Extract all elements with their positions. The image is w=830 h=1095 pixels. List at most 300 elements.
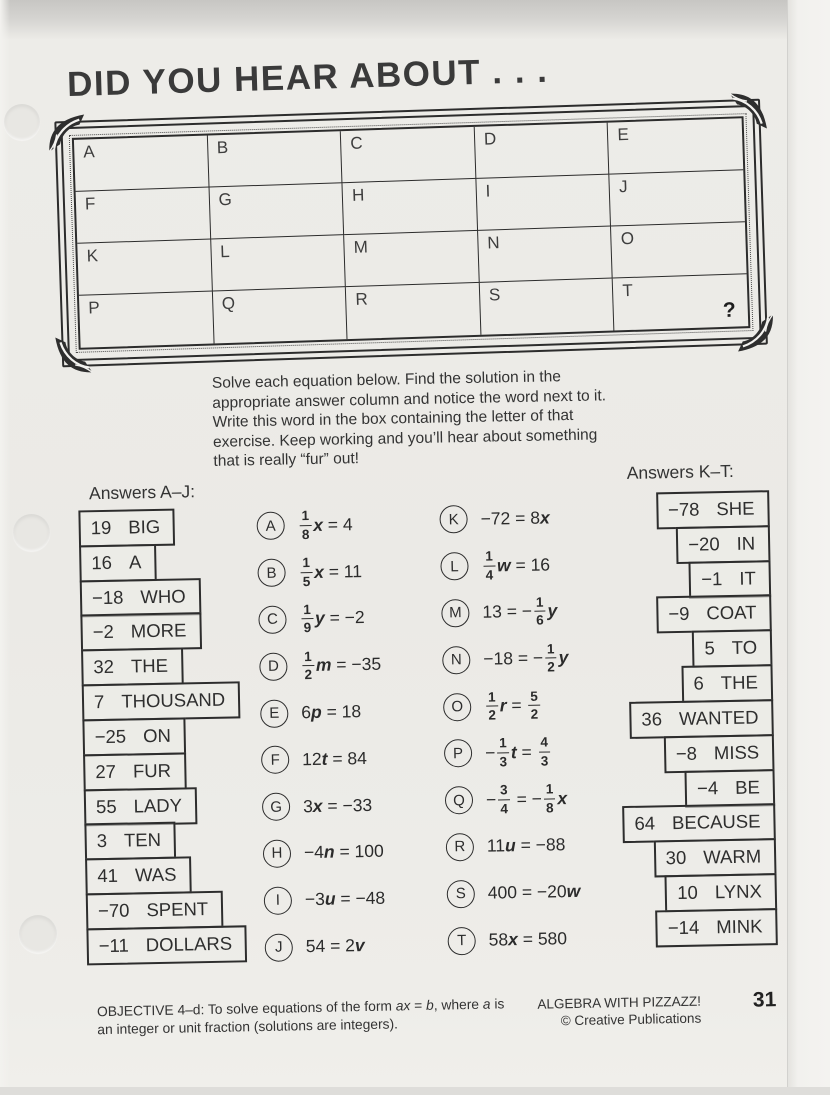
objective-math-term: a: [482, 996, 491, 1012]
fraction-numerator: 1: [499, 735, 507, 751]
answer-value: 41: [97, 864, 119, 887]
grid-cell-letter: J: [618, 177, 628, 197]
equation-text: 58: [488, 929, 509, 950]
equation-variable: u: [504, 835, 516, 856]
equation-letter-badge: A: [256, 512, 285, 541]
equation-row-T: [447, 915, 581, 964]
equation-text: = −35: [331, 653, 382, 675]
equation-variable: v: [354, 935, 365, 956]
equation-letter-badge: J: [265, 933, 294, 962]
answer-box: [665, 873, 777, 912]
grid-cell-A: [74, 136, 209, 192]
equation-expression: [486, 782, 568, 816]
equation-expression: [302, 748, 367, 770]
equation-expression: [306, 935, 365, 957]
equation-variable: x: [507, 929, 519, 950]
objective-text: OBJECTIVE 4–d: To solve equations of the form: [96, 998, 396, 1020]
fraction: [486, 690, 498, 722]
answer-word: SPENT: [146, 897, 209, 921]
answer-value: 27: [95, 760, 117, 782]
equation-variable: t: [321, 748, 328, 769]
answer-word: THE: [130, 655, 169, 677]
equation-row-Q: [445, 775, 579, 824]
equation-variable: y: [558, 647, 569, 668]
equation-variable: u: [324, 888, 336, 910]
answer-word: WARM: [703, 845, 762, 868]
frame-corner-ornament-tr: [727, 89, 770, 132]
equation-row-I: [263, 875, 386, 924]
answers-right-heading: Answers K–T:: [626, 460, 734, 483]
answer-word: IN: [736, 532, 756, 554]
answer-value: −2: [92, 621, 115, 643]
grid-cell-G: [209, 183, 344, 239]
grid-cell-letter: G: [218, 189, 233, 210]
answer-value: 55: [95, 795, 117, 817]
answer-box: [656, 490, 770, 529]
equation-row-F: [261, 735, 384, 784]
fraction-denominator: 5: [301, 572, 313, 589]
fraction-numerator: 1: [487, 689, 496, 705]
grid-cell-letter: R: [355, 289, 368, 309]
grid-cell-letter: L: [219, 241, 230, 262]
answer-box: [82, 681, 241, 721]
equation-expression: [481, 549, 550, 582]
answer-value: −14: [667, 916, 700, 938]
answer-box: [82, 717, 186, 756]
fraction: [528, 689, 540, 721]
instructions-line: appropriate answer column and notice the word next to it.: [212, 386, 607, 412]
equation-letter-badge: K: [439, 505, 468, 534]
grid-cell-letter: B: [216, 137, 229, 158]
equation-letter-badge: C: [258, 605, 287, 634]
equation-text: 13 = −: [482, 601, 533, 623]
fraction: [544, 783, 556, 815]
answer-word: TO: [731, 636, 758, 659]
answer-word: LADY: [133, 794, 183, 816]
fraction-denominator: 8: [300, 525, 312, 542]
grid-cell-B: [207, 131, 342, 187]
answer-box: [656, 595, 772, 634]
equation-row-E: [260, 688, 383, 737]
fraction-denominator: 2: [302, 665, 314, 682]
answer-box: [84, 822, 176, 861]
equation-letter-badge: O: [443, 693, 472, 722]
frame-bead-border: [69, 113, 754, 353]
answers-left-column: [78, 507, 247, 965]
equation-variable: p: [310, 701, 322, 723]
answer-box: [681, 664, 773, 703]
frame-corner-ornament-tl: [45, 111, 88, 154]
fraction: [299, 509, 311, 541]
fraction-numerator: 1: [535, 594, 544, 610]
equation-letter-badge: Q: [445, 786, 474, 815]
equations-column-1: [256, 501, 387, 971]
question-mark: ?: [722, 298, 737, 322]
answer-box: [629, 699, 774, 739]
grid-cell-letter: M: [353, 237, 369, 257]
grid-cell-N: [478, 227, 613, 283]
equation-expression: [305, 888, 386, 911]
grid-cell-C: [341, 127, 476, 183]
equation-expression: [303, 795, 372, 817]
grid-cell-D: [475, 123, 610, 179]
equation-row-N: [442, 634, 576, 683]
equation-expression: [304, 841, 384, 864]
grid-cell-K: [77, 239, 212, 295]
answer-word: MISS: [713, 741, 760, 763]
answer-word: DOLLARS: [145, 932, 233, 955]
equation-letter-badge: T: [447, 926, 476, 955]
grid-cell-J: [610, 170, 745, 226]
answer-box: [84, 787, 198, 826]
equation-expression: [482, 595, 557, 628]
equation-text: 3: [302, 795, 314, 816]
answer-word: BIG: [128, 515, 161, 538]
fraction-denominator: 2: [486, 706, 498, 723]
equation-expression: [301, 701, 361, 723]
footer-brand: [509, 994, 702, 1031]
grid-cell-letter: I: [485, 181, 491, 201]
answer-value: 3: [96, 830, 108, 852]
equation-text: = −88: [515, 834, 566, 856]
objective-math-term: ax: [395, 998, 411, 1014]
equation-text: = 18: [321, 701, 362, 722]
fraction-denominator: 9: [301, 618, 313, 635]
answer-box: [692, 629, 772, 668]
grid-cell-H: [343, 179, 478, 235]
equation-variable: x: [312, 795, 323, 816]
instructions-line: exercise. Keep working and you’ll hear about something: [212, 425, 598, 451]
equation-expression: [480, 507, 549, 529]
equation-text: = 11: [323, 560, 363, 582]
answer-box: [85, 856, 192, 895]
equation-text: 11: [486, 835, 506, 857]
equation-row-H: [263, 828, 386, 877]
equation-variable: y: [547, 600, 558, 621]
equation-expression: [297, 509, 353, 542]
equation-variable: x: [313, 514, 324, 535]
fraction-numerator: 1: [302, 555, 311, 571]
objective-text: , where: [433, 996, 483, 1013]
equation-row-J: [264, 922, 387, 971]
answer-word: LYNX: [714, 880, 763, 903]
fraction-numerator: 4: [540, 734, 549, 751]
answer-word: TEN: [123, 829, 162, 851]
equation-expression: [488, 928, 567, 951]
equation-text: −72 = 8: [480, 507, 541, 529]
equation-row-S: [446, 868, 580, 917]
fraction-denominator: 8: [544, 798, 556, 815]
fraction: [483, 550, 495, 582]
answer-word: WANTED: [678, 706, 759, 729]
equation-row-C: [258, 594, 381, 643]
answer-box: [676, 525, 771, 564]
equation-expression: [483, 642, 569, 676]
grid-cell-letter: F: [84, 194, 96, 214]
equation-expression: [487, 835, 566, 858]
grid-cell-Q: [212, 287, 347, 343]
footer-objective: [97, 994, 578, 1039]
equation-text: −3: [304, 889, 326, 910]
answer-word: BECAUSE: [671, 810, 761, 834]
grid-cell-letter: T: [622, 280, 634, 301]
fraction-denominator: 3: [497, 752, 509, 769]
answer-word: ON: [142, 724, 172, 747]
equation-text: = −: [511, 788, 543, 809]
equation-row-G: [262, 781, 385, 830]
answer-value: −8: [675, 742, 698, 764]
equation-letter-badge: H: [263, 839, 292, 868]
equation-expression: [300, 648, 381, 682]
fraction-numerator: 1: [545, 781, 554, 797]
grid-cell-letter: P: [88, 298, 101, 318]
objective-text: =: [410, 997, 427, 1014]
answer-value: −25: [94, 725, 127, 748]
equation-text: 400 = −20: [487, 881, 567, 903]
equation-row-O: [443, 681, 577, 730]
equation-letter-badge: G: [262, 793, 291, 822]
frame-outer-border: [54, 99, 768, 368]
answer-value: 30: [665, 846, 687, 869]
equation-expression: [485, 736, 553, 769]
equation-variable: t: [510, 741, 517, 763]
answer-box: [79, 544, 157, 582]
instructions-line: Write this word in the box containing the letter of that: [212, 406, 574, 431]
answer-value: −4: [696, 776, 719, 799]
equation-variable: x: [557, 787, 568, 808]
fraction: [302, 650, 314, 682]
fraction-denominator: 2: [528, 705, 540, 722]
grid-cell-letter: S: [488, 285, 501, 305]
grid-cell-R: [346, 283, 481, 339]
answer-box: [663, 734, 774, 773]
equation-variable: x: [313, 561, 325, 582]
fraction: [301, 603, 313, 635]
equation-row-K: [439, 494, 573, 543]
fraction-numerator: 1: [546, 641, 555, 657]
equation-variable: w: [566, 881, 581, 902]
answer-word: MORE: [130, 619, 187, 642]
grid-cell-O: [611, 222, 746, 278]
equation-text: = −48: [335, 887, 386, 909]
grid-cell-I: [476, 175, 611, 231]
instructions-line: that is really “fur” out!: [213, 450, 360, 470]
answer-box: [83, 752, 186, 791]
equation-text: 54 = 2: [305, 935, 356, 957]
equation-text: = 16: [510, 554, 551, 575]
answer-box: [80, 613, 201, 652]
equation-row-D: [259, 641, 382, 690]
answer-word: SHE: [716, 497, 755, 520]
answer-box: [81, 648, 183, 687]
answer-box: [689, 560, 771, 599]
equation-letter-badge: R: [446, 833, 475, 862]
equations-column-2: [439, 494, 581, 964]
equation-text: = 580: [517, 928, 568, 950]
fraction: [534, 595, 546, 627]
equation-text: −18 = −: [483, 647, 544, 669]
equation-expression: [298, 555, 362, 588]
instructions-text: [212, 365, 670, 471]
grid-cell-letter: O: [620, 228, 635, 249]
equation-variable: n: [323, 842, 335, 863]
equation-letter-badge: S: [447, 880, 476, 909]
equation-text: = 100: [334, 841, 384, 863]
answer-box: [86, 891, 224, 931]
frame-corner-ornament-br: [734, 311, 777, 354]
equation-row-L: [440, 541, 574, 590]
grid-cell-F: [76, 188, 211, 244]
equation-text: 6: [301, 702, 312, 723]
equation-letter-badge: L: [440, 552, 469, 581]
answer-value: 19: [90, 516, 112, 539]
answer-value: 32: [93, 656, 115, 678]
frame-corner-ornament-bl: [52, 333, 95, 376]
equation-letter-badge: B: [257, 559, 286, 588]
answer-box: [86, 925, 247, 965]
fraction: [545, 642, 557, 674]
answer-value: −20: [688, 532, 720, 555]
equation-expression: [488, 881, 581, 904]
answer-box: [622, 803, 776, 843]
equation-text: =: [516, 741, 537, 762]
answers-right-column: [597, 490, 778, 948]
equation-letter-badge: N: [442, 646, 471, 675]
equation-text: −4: [303, 842, 325, 863]
fraction-numerator: 1: [301, 508, 310, 524]
answer-value: 36: [641, 708, 663, 730]
answer-box: [80, 578, 201, 617]
answer-box: [685, 769, 775, 808]
grid-cell-L: [211, 235, 346, 291]
answer-word: BE: [734, 775, 760, 798]
equation-text: = 4: [322, 514, 353, 535]
equation-letter-badge: M: [441, 599, 470, 628]
equation-text: −: [484, 742, 496, 763]
answer-value: −70: [97, 899, 130, 922]
fraction-denominator: 4: [483, 565, 495, 582]
answer-word: WHO: [140, 585, 186, 607]
grid-cell-letter: E: [617, 124, 630, 145]
fraction-numerator: 5: [530, 688, 538, 704]
answer-word: THE: [720, 671, 758, 694]
equation-letter-badge: F: [261, 746, 290, 775]
page-title: DID YOU HEAR ABOUT . . .: [66, 50, 549, 105]
fraction-denominator: 3: [539, 751, 551, 768]
grid-cell-P: [79, 291, 214, 347]
answer-value: 6: [693, 672, 705, 694]
answer-grid-frame: [54, 99, 768, 368]
equation-letter-badge: P: [444, 739, 473, 768]
equation-variable: x: [539, 507, 550, 528]
equation-row-B: [257, 547, 380, 596]
letter-grid: [72, 116, 750, 350]
fraction: [538, 736, 550, 768]
fraction-denominator: 2: [545, 658, 557, 675]
fraction-denominator: 6: [534, 611, 546, 628]
answer-word: IT: [739, 567, 756, 589]
equation-text: = −33: [322, 794, 373, 816]
equation-text: = −2: [324, 607, 365, 629]
answer-value: 16: [91, 551, 113, 574]
grid-cell-E: [608, 118, 743, 174]
answer-box: [656, 908, 778, 947]
grid-cell-T: [613, 274, 748, 330]
grid-cell-letter: C: [350, 133, 363, 153]
fraction-denominator: 4: [498, 799, 510, 816]
answer-value: −11: [98, 934, 129, 956]
answer-value: −1: [701, 567, 723, 590]
equation-variable: m: [315, 654, 332, 676]
frame-mid-border: [61, 105, 762, 361]
page-number: 31: [752, 988, 777, 1012]
grid-cell-letter: N: [486, 233, 500, 253]
equation-text: = 84: [327, 747, 368, 769]
equation-text: =: [506, 694, 527, 716]
equation-variable: y: [314, 608, 325, 629]
answer-box: [653, 838, 776, 877]
answer-value: −9: [668, 603, 690, 625]
fraction-numerator: 1: [485, 548, 493, 564]
footer-brand-publisher: © Creative Publications: [560, 1010, 702, 1028]
equation-row-A: [256, 501, 379, 550]
fraction-numerator: 1: [303, 601, 311, 618]
fraction: [498, 783, 510, 815]
answer-word: THOUSAND: [121, 688, 226, 712]
equation-text: −: [485, 789, 497, 810]
grid-cell-letter: H: [351, 185, 365, 205]
equation-expression: [299, 602, 365, 635]
answer-value: −18: [91, 586, 124, 608]
equation-letter-badge: D: [259, 652, 288, 681]
grid-cell-letter: K: [86, 246, 99, 266]
answer-word: MINK: [716, 915, 763, 938]
fraction: [300, 556, 312, 588]
equation-row-R: [445, 821, 579, 870]
answer-value: 7: [93, 691, 105, 713]
objective-text: is: [490, 996, 505, 1012]
fraction-numerator: 3: [499, 782, 508, 798]
instructions-line: Solve each equation below. Find the solution in the: [211, 368, 562, 392]
answer-value: 10: [677, 881, 699, 903]
equation-row-P: [444, 728, 578, 777]
equation-letter-badge: I: [264, 886, 293, 915]
objective-text: an integer or unit fraction (solutions are integers).: [97, 1016, 399, 1038]
equation-row-M: [441, 588, 575, 637]
footer-brand-title: ALGEBRA WITH PIZZAZZ!: [537, 993, 702, 1012]
answer-word: WAS: [134, 863, 177, 886]
answer-box: [78, 509, 175, 548]
equation-variable: w: [496, 554, 511, 576]
objective-math-term: b: [425, 997, 434, 1013]
answer-word: A: [128, 551, 142, 573]
fraction-numerator: 1: [304, 648, 312, 664]
grid-cell-S: [480, 279, 615, 335]
equation-letter-badge: E: [260, 699, 289, 728]
equation-variable: r: [499, 695, 507, 716]
equation-expression: [484, 689, 542, 722]
answer-value: 64: [634, 812, 656, 835]
grid-cell-letter: Q: [221, 293, 236, 314]
answer-value: −78: [667, 498, 700, 521]
answer-value: 5: [704, 637, 715, 659]
grid-cell-letter: A: [83, 142, 95, 162]
grid-cell-M: [344, 231, 479, 287]
answer-word: FUR: [132, 759, 172, 782]
answers-left-heading: Answers A–J:: [88, 481, 196, 504]
grid-cell-letter: D: [483, 129, 497, 149]
equation-text: 12: [301, 748, 322, 770]
